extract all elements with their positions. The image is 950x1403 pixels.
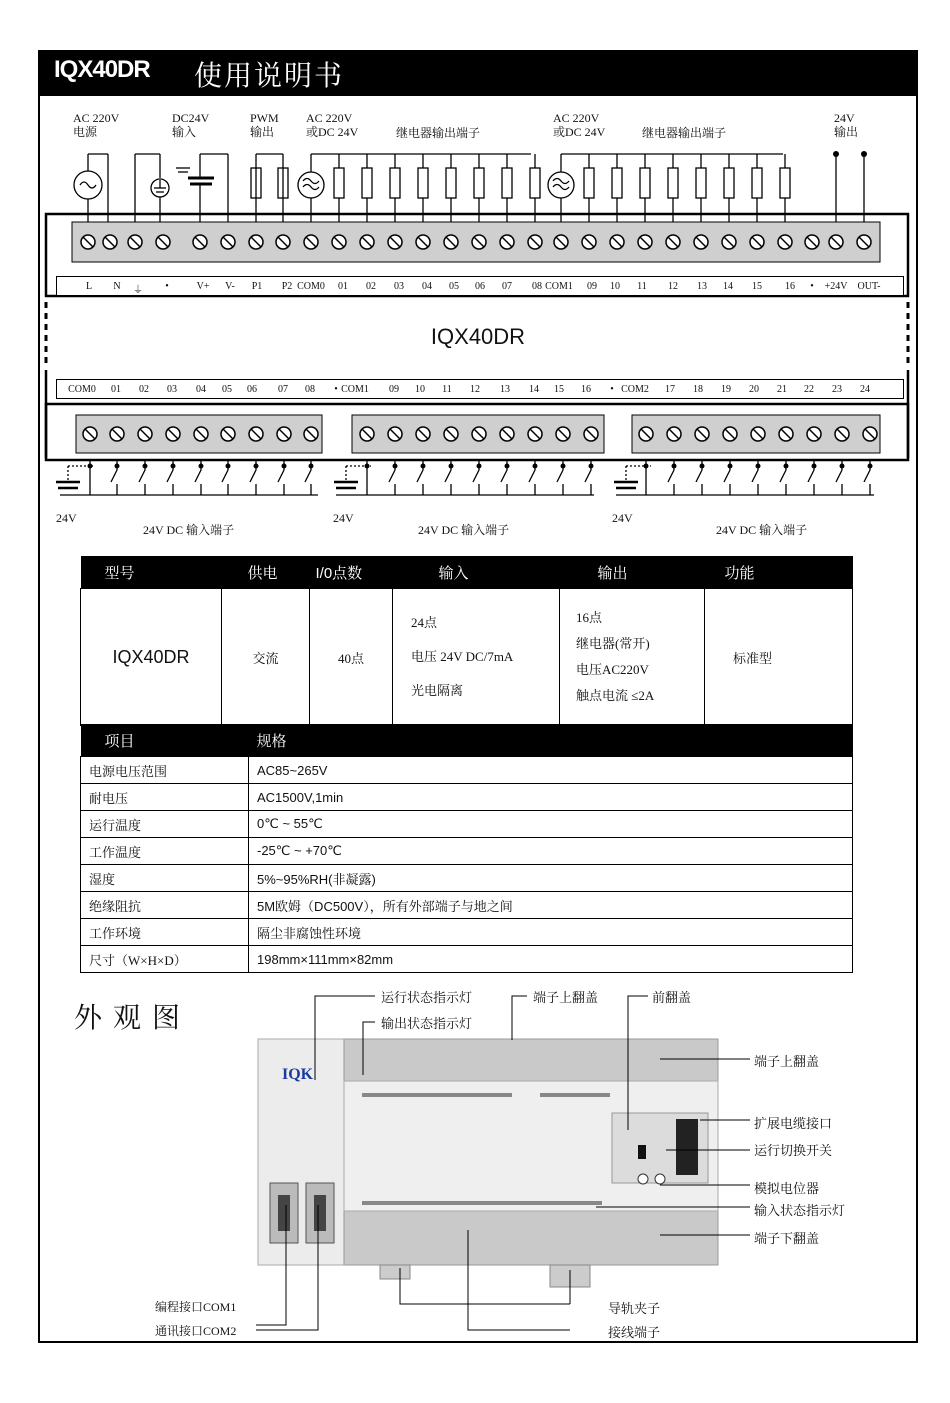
terminal-label: • — [165, 281, 169, 292]
cell-output — [560, 589, 705, 726]
col-header: 功能 — [705, 556, 853, 589]
terminal-label: V+ — [196, 281, 210, 292]
label-input-terminal-1: 24V DC 输入端子 — [143, 523, 235, 537]
terminal-label: 23 — [832, 384, 842, 395]
terminal-label: 07 — [278, 384, 288, 395]
param-item: 湿度 — [81, 865, 249, 892]
terminal-label: COM2 — [621, 384, 649, 395]
cell-model: IQX40DR — [81, 589, 222, 726]
terminal-label: 08 — [305, 384, 315, 395]
terminal-label: P1 — [251, 281, 263, 292]
terminal-label: ⏚ — [133, 285, 143, 296]
terminal-label: 06 — [475, 281, 485, 292]
label-24v-1: 24V — [56, 511, 77, 525]
terminal-label: 02 — [366, 281, 376, 292]
callout-rail-clip: 导轨夹子 — [608, 1301, 661, 1316]
terminal-label: 16 — [581, 384, 591, 395]
output-line: 继电器(常开) — [576, 636, 650, 651]
param-spec: 5M欧姆（DC500V），所有外部端子与地之间 — [249, 892, 853, 919]
label-relay-2: 继电器输出端子 — [642, 126, 727, 140]
label-ac-dc-1: AC 220V 或DC 24V — [306, 111, 359, 139]
terminal-label: 07 — [502, 281, 512, 292]
terminal-label: 13 — [500, 384, 510, 395]
label-ac-power: AC 220V 电源 — [73, 111, 120, 139]
terminal-label: OUT- — [857, 281, 881, 292]
terminal-label: 12 — [470, 384, 480, 395]
label-24v-out: 24V 输出 — [834, 111, 859, 139]
param-item: 运行温度 — [81, 811, 249, 838]
callout-input-led: 输入状态指示灯 — [754, 1203, 846, 1218]
col-header: 项目 — [81, 724, 249, 757]
terminal-label: 11 — [442, 384, 452, 395]
terminal-label: 09 — [389, 384, 399, 395]
terminal-label: 09 — [587, 281, 597, 292]
terminal-label: 19 — [721, 384, 731, 395]
terminal-label: COM0 — [68, 384, 96, 395]
callout-analog-pot: 模拟电位器 — [754, 1181, 820, 1196]
terminal-label: 08 — [532, 281, 542, 292]
terminal-label: 14 — [723, 281, 733, 292]
terminal-label: +24V — [824, 281, 848, 292]
terminal-label: 02 — [139, 384, 149, 395]
output-line: 触点电流 ≤2A — [576, 688, 655, 703]
col-header: 供电 — [222, 556, 310, 589]
bottom-wiring-diagram — [38, 370, 918, 520]
terminal-label: 15 — [752, 281, 762, 292]
terminal-label: 18 — [693, 384, 703, 395]
terminal-label: 05 — [449, 281, 459, 292]
page-title: 使用说明书 — [194, 61, 345, 92]
col-header: 输入 — [393, 556, 560, 589]
terminal-label: 16 — [785, 281, 795, 292]
brand-model: IQX40DR — [54, 56, 150, 83]
body-model-label: IQX40DR — [430, 324, 526, 349]
param-item: 电源电压范围 — [81, 757, 249, 784]
col-header: 输出 — [560, 556, 705, 589]
terminal-label: 15 — [554, 384, 564, 395]
terminal-label: 22 — [804, 384, 814, 395]
terminal-label: COM1 — [341, 384, 369, 395]
param-spec: 隔尘非腐蚀性环境 — [249, 919, 853, 946]
appearance-title: 外 观 图 — [74, 1003, 183, 1034]
callout-com1: 编程接口COM1 — [155, 1300, 237, 1314]
terminal-label: 05 — [222, 384, 232, 395]
param-item: 耐电压 — [81, 784, 249, 811]
input-line: 24点 — [411, 615, 438, 630]
callout-front-cover: 前翻盖 — [652, 990, 692, 1005]
terminal-label: • — [810, 281, 814, 292]
cell-input — [393, 589, 560, 726]
callout-terminal: 接线端子 — [608, 1325, 661, 1340]
label-input-terminal-3: 24V DC 输入端子 — [716, 523, 808, 537]
param-spec: 0℃ ~ 55℃ — [249, 811, 853, 838]
param-item: 工作环境 — [81, 919, 249, 946]
terminal-label: 04 — [196, 384, 206, 395]
param-item: 尺寸（W×H×D） — [81, 946, 249, 973]
callout-run-led: 运行状态指示灯 — [381, 990, 473, 1005]
callout-expansion-cable: 扩展电缆接口 — [754, 1116, 833, 1131]
label-24v-2: 24V — [333, 511, 354, 525]
terminal-label: 14 — [529, 384, 539, 395]
terminal-label: 12 — [668, 281, 678, 292]
parameter-table — [80, 724, 853, 973]
terminal-label: 13 — [697, 281, 707, 292]
terminal-label: 03 — [167, 384, 177, 395]
terminal-label: 21 — [777, 384, 787, 395]
title-bar — [38, 50, 918, 96]
terminal-label: P2 — [281, 281, 293, 292]
terminal-label: 01 — [338, 281, 348, 292]
callout-run-switch: 运行切换开关 — [754, 1143, 833, 1158]
device-logo: IQK — [282, 1066, 314, 1083]
label-dc-input: DC24V 输入 — [172, 111, 210, 139]
terminal-label: 24 — [860, 384, 870, 395]
label-pwm: PWM 输出 — [250, 111, 279, 139]
terminal-label: 10 — [610, 281, 620, 292]
output-line: 16点 — [576, 610, 603, 625]
terminal-label: • — [610, 384, 614, 395]
input-line: 电压 24V DC/7mA — [411, 649, 514, 664]
output-line: 电压AC220V — [576, 662, 649, 677]
cell-function: 标准型 — [705, 589, 853, 726]
callout-term-bottom-cover: 端子下翻盖 — [754, 1231, 820, 1246]
terminal-label: 17 — [665, 384, 675, 395]
callout-term-top-cover: 端子上翻盖 — [533, 990, 599, 1005]
callout-term-top-cover-right: 端子上翻盖 — [754, 1054, 820, 1069]
param-item: 工作温度 — [81, 838, 249, 865]
terminal-label: COM0 — [297, 281, 325, 292]
top-terminal-strip — [56, 276, 904, 296]
terminal-label: 03 — [394, 281, 404, 292]
terminal-label: N — [113, 281, 121, 292]
param-spec: 198mm×111mm×82mm — [249, 946, 853, 973]
callout-com2: 通讯接口COM2 — [155, 1324, 237, 1338]
label-relay-1: 继电器输出端子 — [396, 126, 481, 140]
label-input-terminal-2: 24V DC 输入端子 — [418, 523, 510, 537]
terminal-label: 04 — [422, 281, 432, 292]
param-spec: AC1500V,1min — [249, 784, 853, 811]
terminal-label: 11 — [637, 281, 647, 292]
param-spec: 5%~95%RH(非凝露) — [249, 865, 853, 892]
col-header: 型号 — [81, 556, 222, 589]
param-spec: -25℃ ~ +70℃ — [249, 838, 853, 865]
terminal-label: 10 — [415, 384, 425, 395]
terminal-label: COM1 — [545, 281, 573, 292]
param-item: 绝缘阻抗 — [81, 892, 249, 919]
input-line: 光电隔离 — [411, 683, 464, 698]
col-header: 规格 — [249, 724, 853, 757]
callout-output-led: 输出状态指示灯 — [381, 1016, 473, 1031]
terminal-label: L — [85, 281, 93, 292]
callout-lines — [0, 980, 950, 1360]
terminal-label: 01 — [111, 384, 121, 395]
label-24v-3: 24V — [612, 511, 633, 525]
terminal-label: • — [334, 384, 338, 395]
param-spec: AC85~265V — [249, 757, 853, 784]
cell-power: 交流 — [222, 589, 310, 726]
cell-io-points: 40点 — [310, 589, 393, 726]
terminal-label: 20 — [749, 384, 759, 395]
terminal-label: 06 — [247, 384, 257, 395]
model-spec-table — [80, 556, 853, 726]
label-ac-dc-2: AC 220V 或DC 24V — [553, 111, 606, 139]
col-header: I/0点数 — [310, 556, 393, 589]
terminal-label: V- — [225, 281, 235, 292]
